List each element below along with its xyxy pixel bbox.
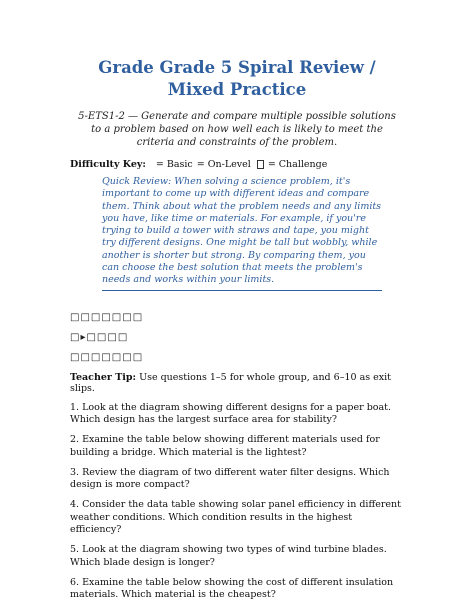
glyph-block <box>70 311 404 364</box>
basic-label: = Basic <box>155 159 193 170</box>
glyph-row: □□□□□□□ <box>70 351 144 363</box>
difficulty-key <box>70 159 404 170</box>
question-item: 4. Consider the data table showing solar panel efficiency in different weather conditions. Which condition results in the highest efficiency? <box>70 499 401 536</box>
glyph-row: □▸□□□□ <box>70 331 129 343</box>
difficulty-basic <box>156 159 193 170</box>
page-title: Grade Grade 5 Spiral Review / Mixed Practice <box>98 58 376 99</box>
question-item: 3. Review the diagram of two different water filter designs. Which design is more compact? <box>70 466 390 491</box>
question-item: 1. Look at the diagram showing different designs for a paper boat. Which design has the largest surface area for stability? <box>70 401 392 425</box>
onlevel-label: = On-Level <box>196 159 251 170</box>
difficulty-key-label: Difficulty Key: <box>70 159 146 170</box>
quick-review: Quick Review: When solving a science problem, it's important to come up with different ideas and compare them. Think about what the problem needs and any limits you have, like time or materials. For example, if you're trying to build a tower with straws and tape, you might try different designs. One might be tall but wobbly, while another is shorter but strong. By comparing them, you can choose the best solution that meets the problem's needs and works within your limits. <box>102 176 382 291</box>
challenge-icon <box>257 160 264 169</box>
difficulty-onlevel <box>197 159 251 170</box>
question-item: 6. Examine the table below showing the cost of different insulation materials. Which material is the cheapest? <box>70 576 394 601</box>
challenge-label: = Challenge <box>267 159 328 170</box>
standard-description: 5-ETS1-2 — Generate and compare multiple possible solutions to a problem based on how well each is likely to meet the criteria and constraints of the problem. <box>78 111 396 148</box>
difficulty-challenge <box>255 159 328 170</box>
teacher-tip-label: Teacher Tip: <box>70 371 137 383</box>
question-item: 2. Examine the table below showing different materials used for building a bridge. Which material is the lightest? <box>70 434 380 458</box>
teacher-tip-text: Use questions 1–5 for whole group, and 6–10 as exit slips. <box>70 371 391 394</box>
teacher-tip <box>70 372 404 394</box>
glyph-row: □□□□□□□ <box>70 311 144 323</box>
question-item: 5. Look at the diagram showing two types of wind turbine blades. Which blade design is longer? <box>70 544 387 568</box>
